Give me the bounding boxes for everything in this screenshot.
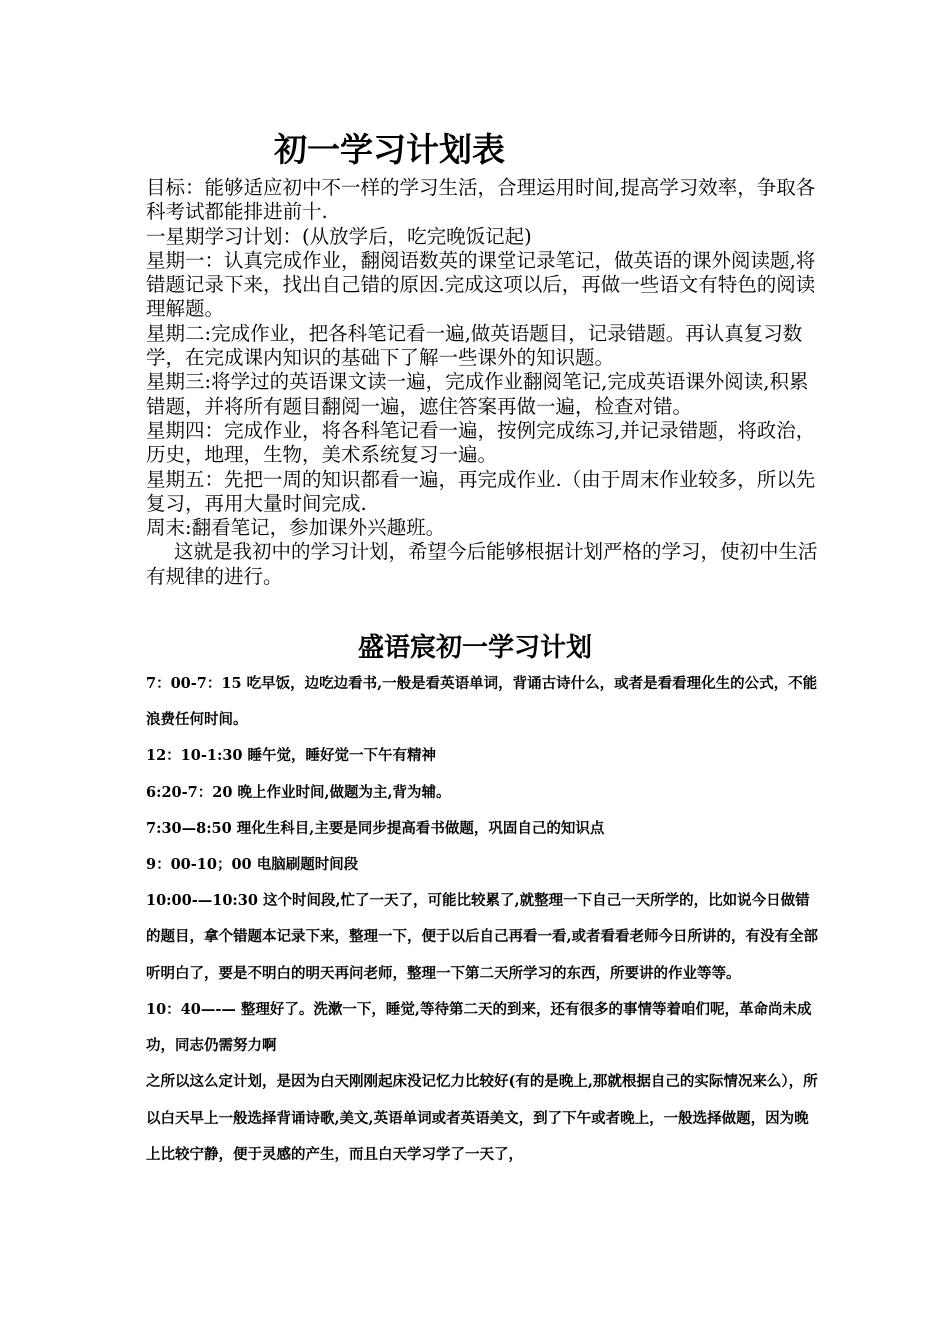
tuesday-paragraph: 星期二:完成作业，把各科笔记看一遍,做英语题目，记录错题。再认真复习数学，在完成课内知识的基础下了解一些课外的知识题。 bbox=[146, 321, 803, 370]
monday-paragraph: 星期一：认真完成作业，翻阅语数英的课堂记录笔记，做英语的课外阅读题,将错题记录下来，找出自己错的原因.完成这项以后，再做一些语文有特色的阅读理解题。 bbox=[146, 248, 816, 321]
schedule-item: 10：40—-— 整理好了。洗漱一下，睡觉,等待第二天的到来，还有很多的事情等着咱们呢，革命尚未成功，同志仍需努力啊 bbox=[146, 1000, 812, 1055]
schedule-item: 7:30—8:50 理化生科目,主要是同步提高看书做题，巩固自己的知识点 bbox=[146, 819, 605, 837]
schedule-item: 7：00-7：15 吃早饭，边吃边看书,一般是看英语单词，背诵古诗什么，或者是看看理化生的公式，不能浪费任何时间。 bbox=[146, 675, 818, 729]
document-title: 初一学习计划表 bbox=[274, 130, 505, 169]
study-plan-section bbox=[146, 176, 818, 589]
conclusion-paragraph: 这就是我初中的学习计划，希望今后能够根据计划严格的学习，使初中生活有规律的进行。 bbox=[146, 540, 818, 588]
schedule-item: 12：10-1:30 睡午觉，睡好觉一下午有精神 bbox=[146, 747, 437, 765]
weekly-plan-heading: 一星期学习计划：(从放学后，吃完晚饭记起) bbox=[146, 224, 532, 248]
schedule-item: 9：00-10；00 电脑刷题时间段 bbox=[146, 856, 359, 874]
schedule-item: 10:00-—10:30 这个时间段,忙了一天了，可能比较累了,就整理一下自己一天所学的，比如说今日做错的题目，拿个错题本记录下来，整理一下，便于以后自己再看一看,或者看看老师今日所讲的，有没有全部听明白了，要是不明白的明天再问老师，整理一下第二天所学习的东西，所要讲的作业等等。 bbox=[146, 892, 819, 982]
section-title: 盛语宸初一学习计划 bbox=[357, 633, 592, 663]
schedule-item: 6:20-7：20 晚上作业时间,做题为主,背为辅。 bbox=[146, 783, 451, 801]
thursday-paragraph: 星期四：完成作业，将各科笔记看一遍，按例完成练习,并记录错题，将政治，历史，地理，生物，美术系统复习一遍。 bbox=[146, 418, 816, 467]
daily-schedule-section bbox=[146, 666, 822, 1174]
reason-paragraph: 之所以这么定计划，是因为白天刚刚起床没记忆力比较好(有的是晚上,那就根据自己的实际情况来么），所以白天早上一般选择背诵诗歌,美文,英语单词或者英语美文，到了下午或者晚上，一般选择做题，因为晚上比较宁静，便于灵感的产生，而且白天学习学了一天了， bbox=[146, 1073, 818, 1164]
wednesday-paragraph: 星期三:将学过的英语课文读一遍，完成作业翻阅笔记,完成英语课外阅读,积累错题，并将所有题目翻阅一遍，遮住答案再做一遍，检查对错。 bbox=[146, 370, 809, 418]
weekend-paragraph: 周末:翻看笔记，参加课外兴趣班。 bbox=[146, 516, 446, 540]
goal-paragraph: 目标：能够适应初中不一样的学习生活，合理运用时间,提高学习效率，争取各科考试都能排进前十. bbox=[146, 176, 816, 224]
friday-paragraph: 星期五：先把一周的知识都看一遍，再完成作业.（由于周末作业较多，所以先复习，再用大量时间完成. bbox=[146, 467, 816, 515]
